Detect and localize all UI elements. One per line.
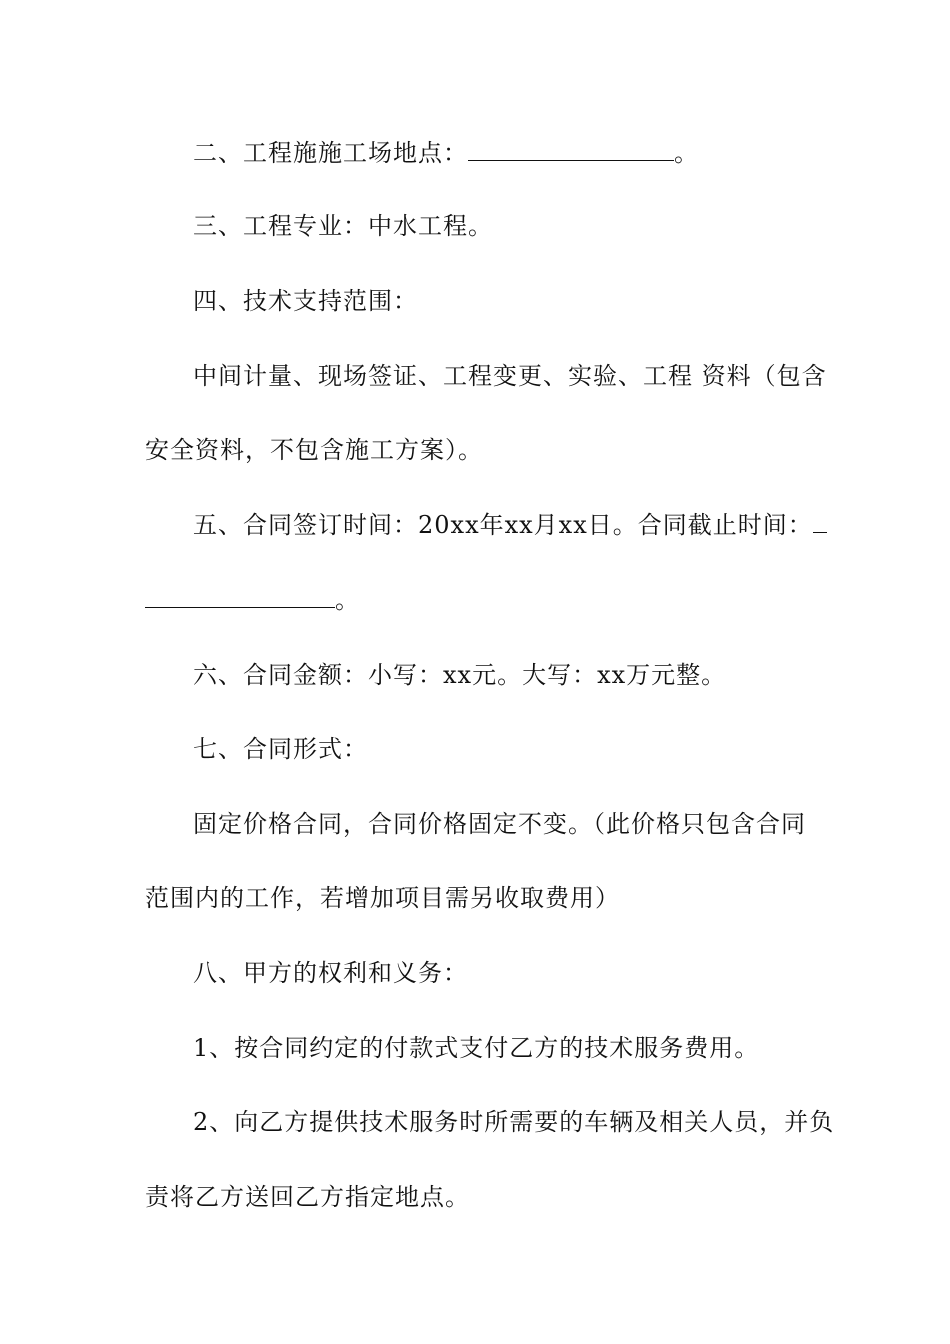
item-7-contract-form: 七、合同形式： xyxy=(193,735,368,763)
form-paragraph-line-1: 固定价格合同，合同价格固定不变。（此价格只包含合同 xyxy=(193,810,806,838)
scope-paragraph-line-2: 安全资料，不包含施工方案）。 xyxy=(145,436,483,464)
item-5-contract-dates xyxy=(193,510,827,540)
party-a-duty-2-line-1: 2、向乙方提供技术服务时所需要的车辆及相关人员，并负 xyxy=(193,1108,835,1136)
item-2-end: 。 xyxy=(674,139,699,167)
party-a-duty-2-line-2: 责将乙方送回乙方指定地点。 xyxy=(145,1183,470,1211)
item-4-support-scope: 四、技术支持范围： xyxy=(193,287,418,315)
item-5-continuation xyxy=(145,585,360,615)
item-8-party-a-rights: 八、甲方的权利和义务： xyxy=(193,959,468,987)
end-date-blank-start xyxy=(813,514,827,533)
item-6-contract-amount: 六、合同金额：小写：xx元。大写：xx万元整。 xyxy=(193,661,727,689)
item-2-text: 二、工程施施工场地点： xyxy=(193,139,468,167)
site-blank-field xyxy=(468,142,674,161)
party-a-duty-1: 1、按合同约定的付款式支付乙方的技术服务费用。 xyxy=(193,1034,760,1062)
item-5-end: 。 xyxy=(335,586,360,614)
item-2-construction-site xyxy=(193,138,699,168)
scope-paragraph-line-1: 中间计量、现场签证、工程变更、实验、工程 资料（包含 xyxy=(193,362,827,390)
form-paragraph-line-2: 范围内的工作，若增加项目需另收取费用） xyxy=(145,884,620,912)
item-3-specialty: 三、工程专业：中水工程。 xyxy=(193,212,493,240)
item-5-text: 五、合同签订时间：20xx年xx月xx日。合同截止时间： xyxy=(193,511,813,539)
end-date-blank-field xyxy=(145,589,335,608)
